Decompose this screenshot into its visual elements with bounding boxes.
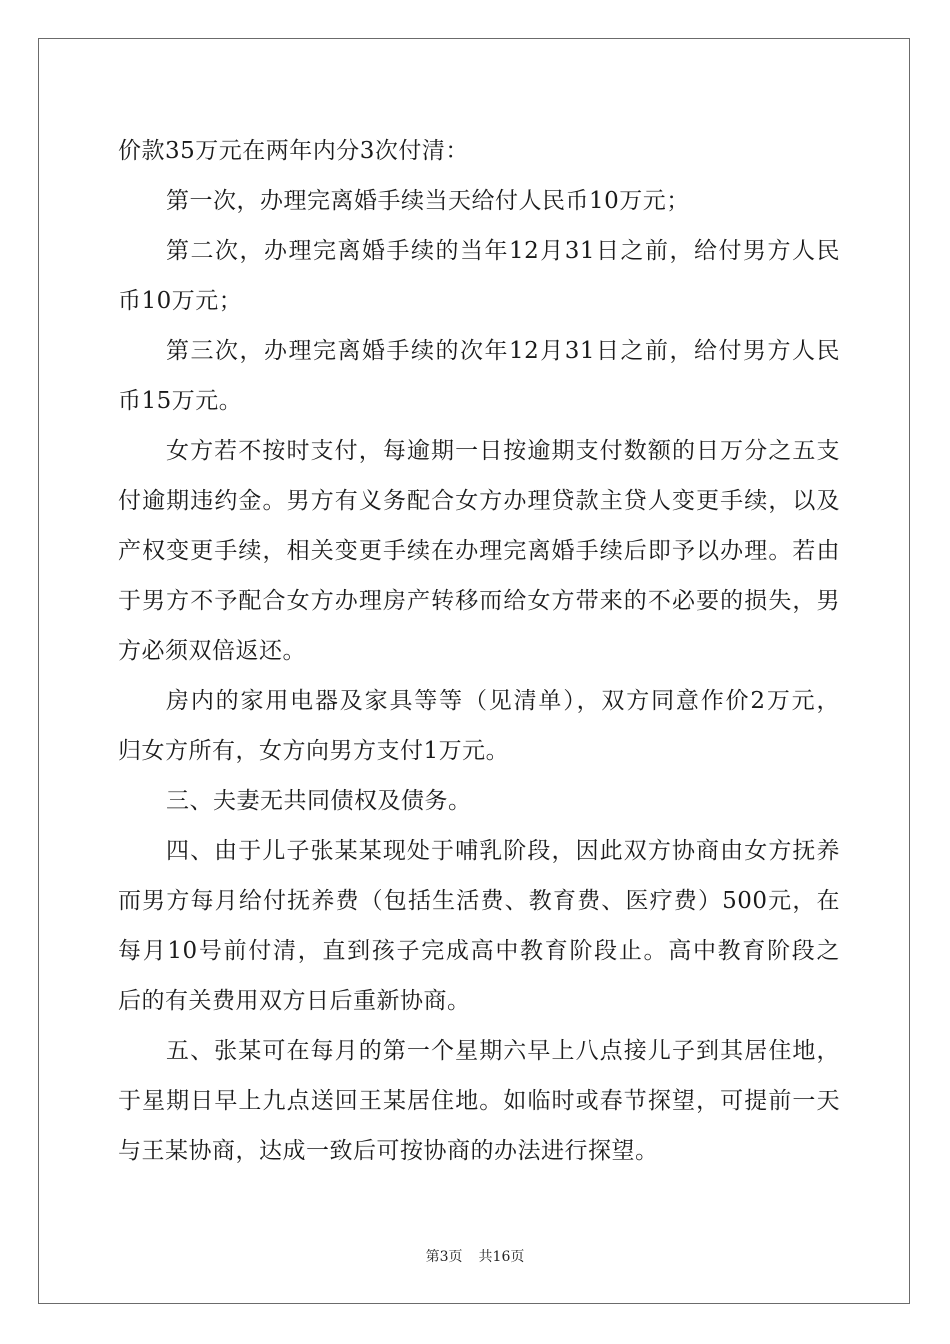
text-line: 归女方所有，女方向男方支付1万元。 bbox=[118, 738, 510, 764]
text-line: 后的有关费用双方日后重新协商。 bbox=[118, 988, 471, 1014]
paragraph bbox=[118, 426, 840, 676]
text-line: 三、夫妻无共同债权及债务。 bbox=[166, 788, 472, 814]
text-line: 付逾期违约金。男方有义务配合女方办理贷款主贷人变更手续，以及 bbox=[118, 488, 840, 514]
paragraph bbox=[118, 226, 840, 326]
document-body bbox=[118, 126, 840, 1176]
paragraph bbox=[118, 326, 840, 426]
paragraph bbox=[118, 126, 840, 176]
text-line: 方必须双倍返还。 bbox=[118, 638, 306, 664]
text-line: 第二次，办理完离婚手续的当年12月31日之前，给付男方人民 bbox=[166, 238, 840, 264]
text-line: 与王某协商，达成一致后可按协商的办法进行探望。 bbox=[118, 1138, 659, 1164]
text-line: 价款35万元在两年内分3次付清： bbox=[118, 138, 469, 164]
text-line: 五、张某可在每月的第一个星期六早上八点接儿子到其居住地， bbox=[166, 1038, 840, 1064]
text-line: 产权变更手续，相关变更手续在办理完离婚手续后即予以办理。若由 bbox=[118, 538, 840, 564]
text-line: 女方若不按时支付，每逾期一日按逾期支付数额的日万分之五支 bbox=[166, 438, 840, 464]
paragraph bbox=[118, 676, 840, 776]
paragraph bbox=[118, 1026, 840, 1176]
text-line: 每月10号前付清，直到孩子完成高中教育阶段止。高中教育阶段之 bbox=[118, 938, 840, 964]
paragraph bbox=[118, 176, 840, 226]
paragraph bbox=[118, 776, 840, 826]
page-number: 第3页 bbox=[425, 1249, 463, 1265]
text-line: 于星期日早上九点送回王某居住地。如临时或春节探望，可提前一天 bbox=[118, 1088, 840, 1114]
text-line: 币10万元； bbox=[118, 288, 243, 314]
page-total: 共16页 bbox=[478, 1249, 525, 1265]
text-line: 于男方不予配合女方办理房产转移而给女方带来的不必要的损失，男 bbox=[118, 588, 840, 614]
page-footer bbox=[0, 1246, 950, 1266]
text-line: 而男方每月给付抚养费（包括生活费、教育费、医疗费）500元，在 bbox=[118, 888, 840, 914]
text-line: 房内的家用电器及家具等等（见清单），双方同意作价2万元， bbox=[166, 688, 840, 714]
text-line: 第三次，办理完离婚手续的次年12月31日之前，给付男方人民 bbox=[166, 338, 840, 364]
paragraph bbox=[118, 826, 840, 1026]
text-line: 币15万元。 bbox=[118, 388, 243, 414]
text-line: 四、由于儿子张某某现处于哺乳阶段，因此双方协商由女方抚养 bbox=[166, 838, 840, 864]
text-line: 第一次，办理完离婚手续当天给付人民币10万元； bbox=[166, 188, 690, 214]
